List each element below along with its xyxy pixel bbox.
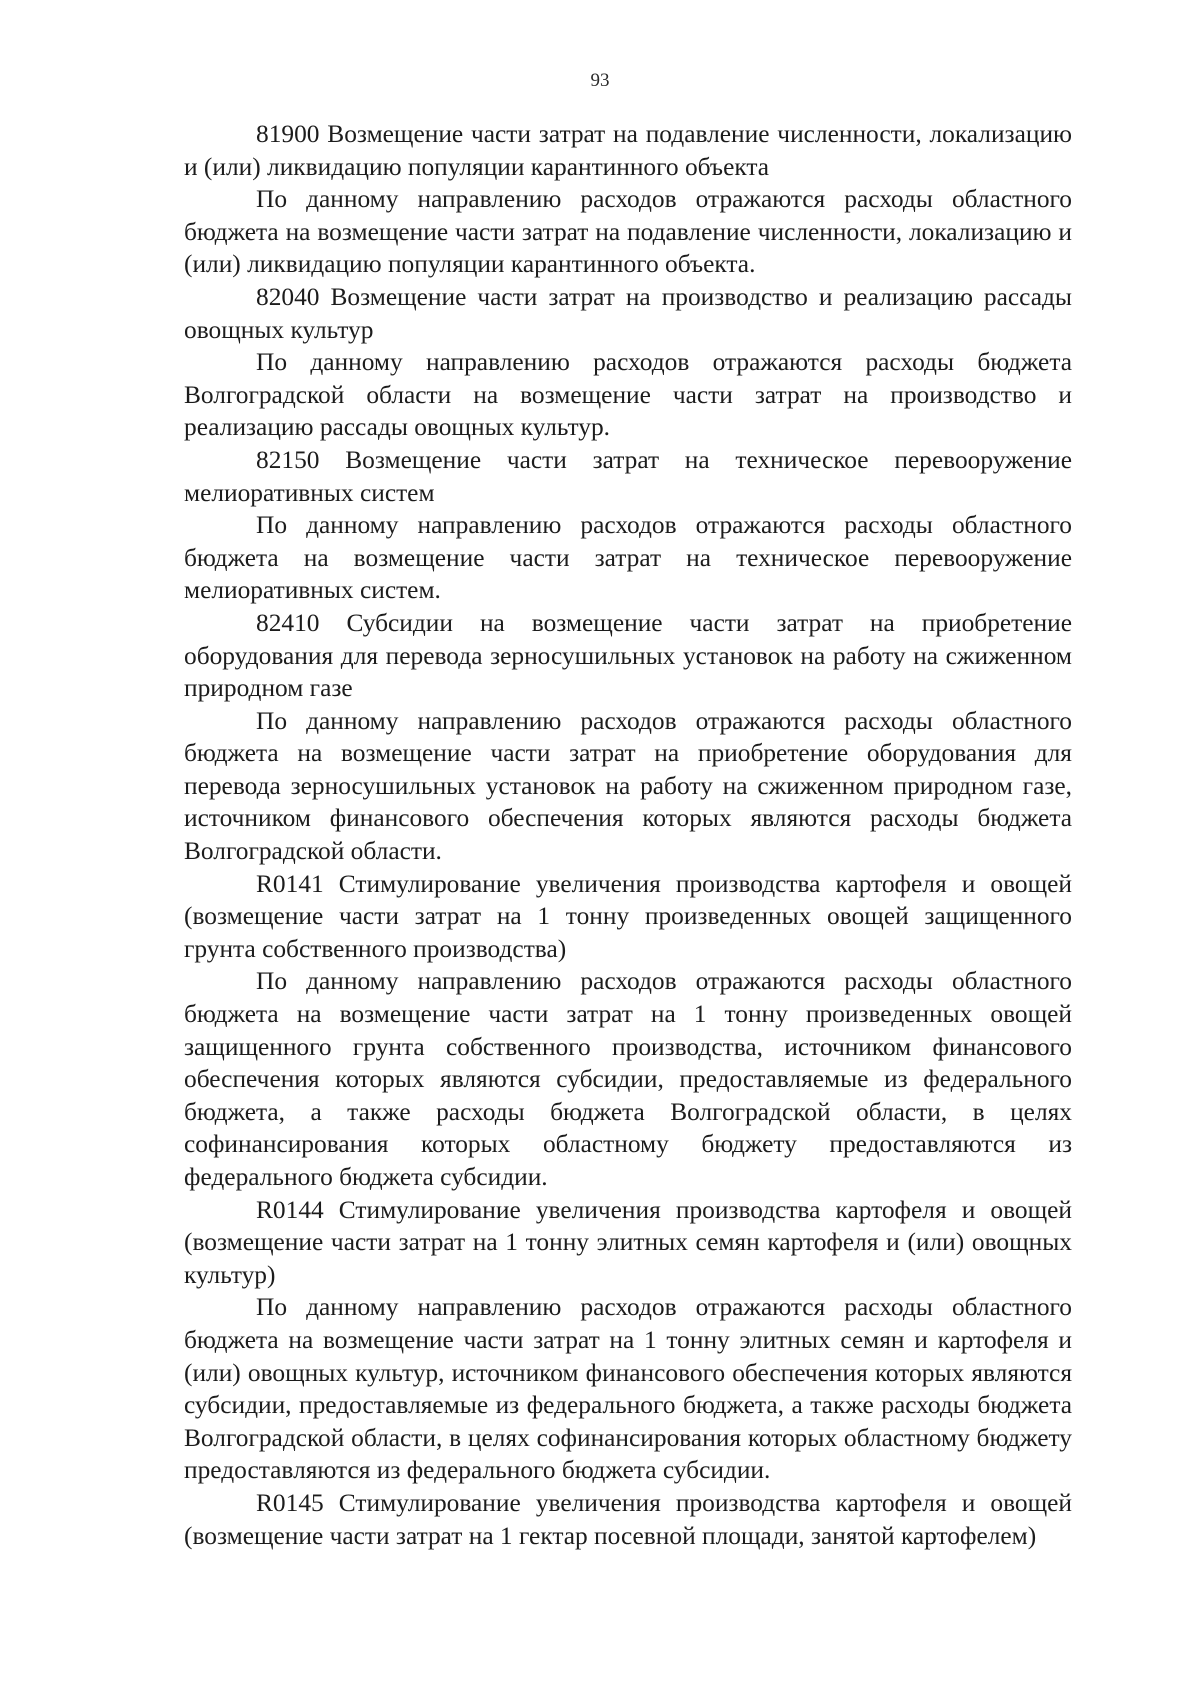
paragraph-code-81900: 81900 Возмещение части затрат на подавление численности, локализацию и (или) ликвидацию популяции карантинного объекта [184,120,1072,181]
paragraph-code-r0145: R0145 Стимулирование увеличения производства картофеля и овощей (возмещение части затрат на 1 гектар посевной площади, занятой картофелем) [184,1488,1072,1550]
paragraph-code-r0144: R0144 Стимулирование увеличения производства картофеля и овощей (возмещение части затрат на 1 тонну элитных семян картофеля и (или) овощных культур) [184,1195,1072,1289]
page-number: 93 [590,70,610,91]
paragraph-code-82410: 82410 Субсидии на возмещение части затрат на приобретение оборудования для перевода зерносушильных установок на работу на сжиженном природном газе [184,608,1072,703]
paragraph-code-r0141: R0141 Стимулирование увеличения производства картофеля и овощей (возмещение части затрат на 1 тонну произведенных овощей защищенного грунта собственного производства) [184,869,1072,963]
paragraph-description-r0144: По данному направлению расходов отражаются расходы областного бюджета на возмещение части затрат на 1 тонну элитных семян и картофеля и (или) овощных культур, источником финансового обеспечения которых являются субсидии, предоставляемые из федерального бюджета, а также расходы бюджета Волгоградской области, в целях софинансирования которых областному бюджету предоставляются из федерального бюджета субсидии. [184,1293,1072,1485]
paragraph-description-82150: По данному направлению расходов отражаются расходы областного бюджета на возмещение части затрат на техническое перевооружение мелиоративных систем. [184,511,1072,605]
paragraph-description-82410: По данному направлению расходов отражаются расходы областного бюджета на возмещение части затрат на приобретение оборудования для перевода зерносушильных установок на работу на сжиженном природном газе, источником финансового обеспечения которых являются расходы бюджета Волгоградской области. [184,706,1072,866]
paragraph-description-r0141: По данному направлению расходов отражаются расходы областного бюджета на возмещение части затрат на 1 тонну произведенных овощей защищенного грунта собственного производства, источником финансового обеспечения которых являются субсидии, предоставляемые из федерального бюджета, а также расходы бюджета Волгоградской области, в целях софинансирования которых областному бюджету предоставляются из федерального бюджета субсидии. [184,967,1072,1191]
paragraph-code-82040: 82040 Возмещение части затрат на производство и реализацию рассады овощных культур [184,282,1072,344]
paragraph-description-82040: По данному направлению расходов отражаются расходы бюджета Волгоградской области на возмещение части затрат на производство и реализацию рассады овощных культур. [184,348,1072,442]
paragraph-description-81900: По данному направлению расходов отражаются расходы областного бюджета на возмещение части затрат на подавление численности, локализацию и (или) ликвидацию популяции карантинного объекта. [184,185,1072,279]
paragraph-code-82150: 82150 Возмещение части затрат на техническое перевооружение мелиоративных систем [184,445,1072,507]
document-body [184,118,1072,1552]
